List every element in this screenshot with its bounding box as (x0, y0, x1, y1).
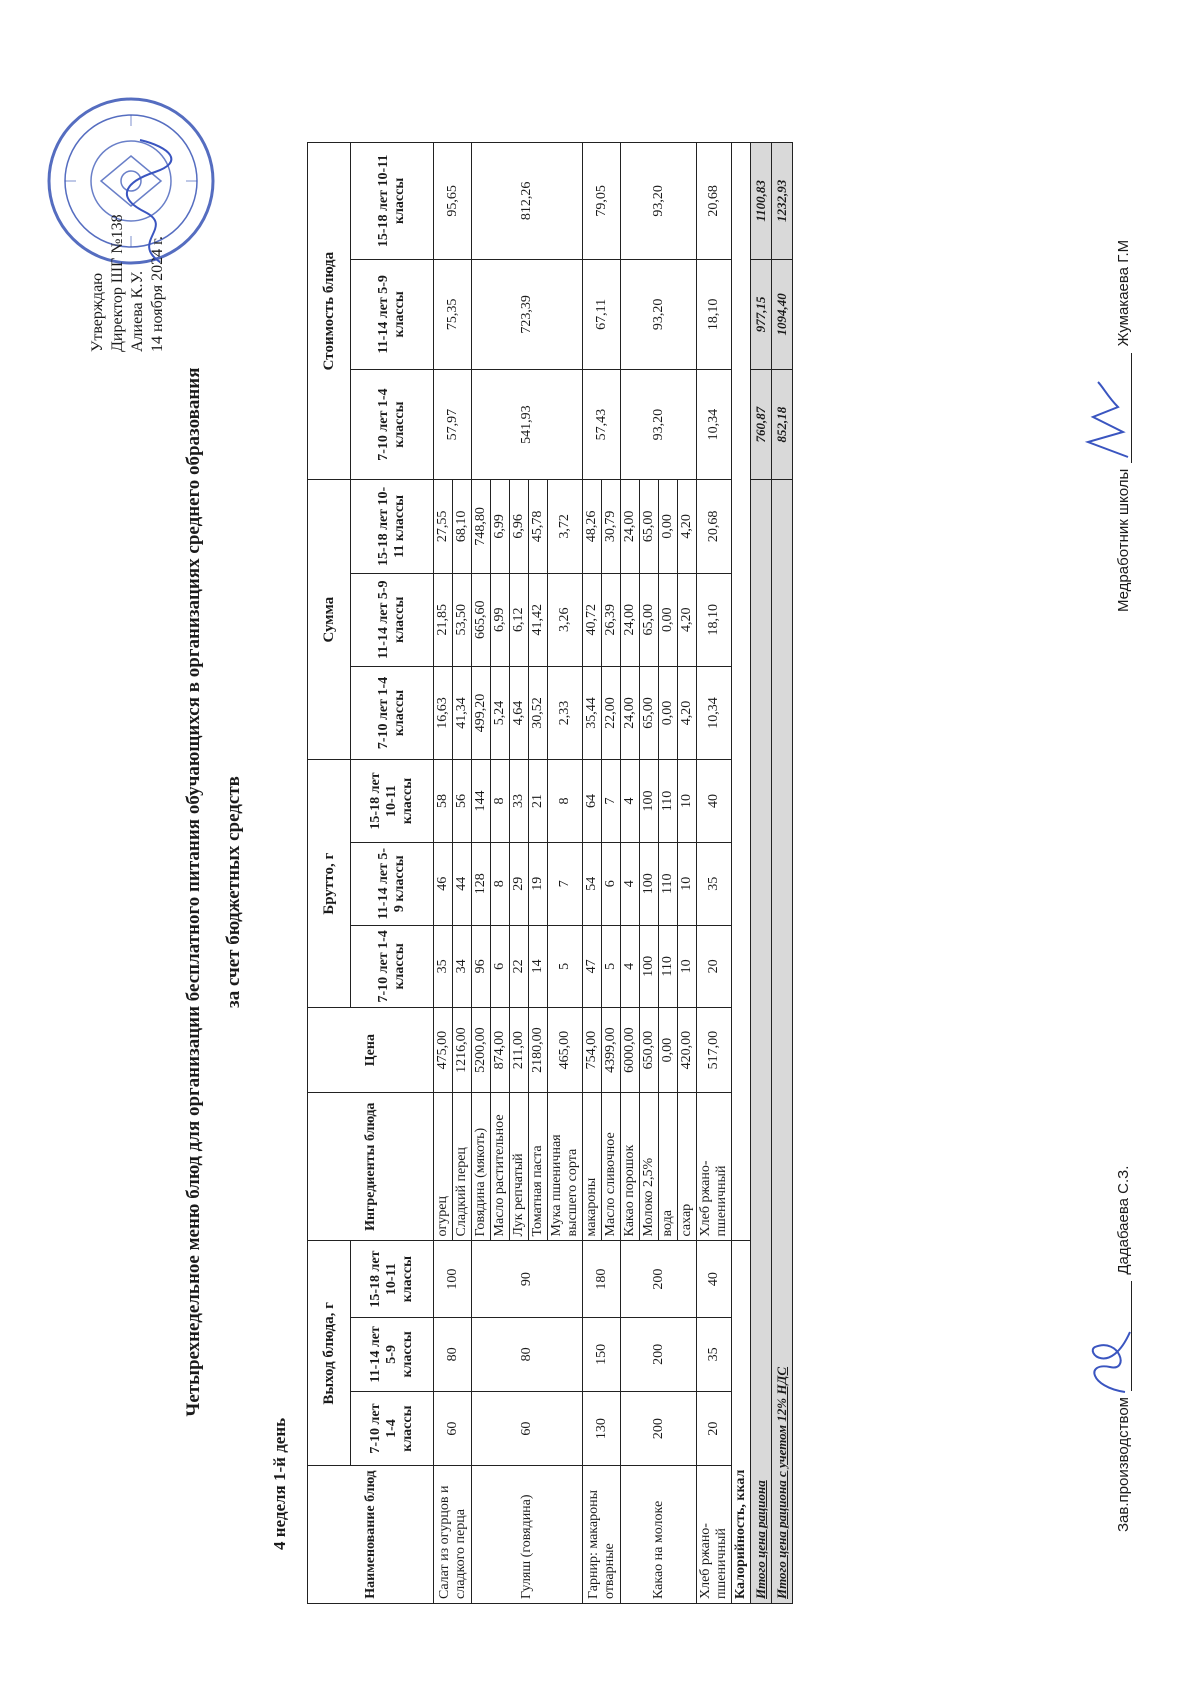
totals-value-cell: 977,15 (751, 259, 772, 369)
totals-label: Итого цена рациона (751, 480, 772, 1604)
sum-cell: 41,34 (453, 666, 472, 759)
sum-age3-header: 15-18 лет 10-11 классы (351, 480, 434, 573)
sum-cell: 27,55 (434, 480, 453, 573)
output-cell: 20 (697, 1391, 732, 1465)
sum-cell: 22,00 (602, 666, 621, 759)
sum-cell: 35,44 (583, 666, 602, 759)
price-cell: 420,00 (678, 1008, 697, 1093)
director-signature (120, 132, 180, 272)
sum-cell: 21,85 (434, 573, 453, 666)
col-output-header: Выход блюда, г (308, 1241, 351, 1466)
output-cell: 130 (583, 1391, 621, 1465)
output-cell: 200 (621, 1391, 697, 1465)
brutto-cell: 34 (453, 925, 472, 1008)
brutto-cell: 40 (697, 760, 732, 843)
sum-cell: 665,60 (472, 573, 491, 666)
ingredient-name-cell: Хлеб ржано-пшеничный (697, 1093, 732, 1241)
dish-cost-cell: 541,93 (472, 369, 583, 479)
brutto-cell: 4 (621, 760, 640, 843)
sum-cell: 24,00 (621, 480, 640, 573)
brutto-cell: 44 (453, 842, 472, 925)
brutto-cell: 7 (548, 842, 583, 925)
col-dish-header: Наименование блюд (308, 1466, 434, 1604)
brutto-cell: 96 (472, 925, 491, 1008)
brutto-cell: 22 (510, 925, 529, 1008)
dish-name-cell: Гарнир: макароны отварные (583, 1466, 621, 1604)
page-title: Четырехнедельное меню блюд для организации бесплатного питания обучающихся в организациях среднего образования (183, 367, 204, 1417)
calories-label: Калорийность, ккал (732, 1241, 751, 1604)
output-cell: 60 (434, 1391, 472, 1465)
sum-age2-header: 11-14 лет 5-9 классы (351, 573, 434, 666)
ingredient-name-cell: Масло сливочное (602, 1093, 621, 1241)
brutto-cell: 7 (602, 760, 621, 843)
ingredient-name-cell: Томатная паста (529, 1093, 548, 1241)
brutto-cell: 64 (583, 760, 602, 843)
sum-cell: 2,33 (548, 666, 583, 759)
sum-cell: 24,00 (621, 573, 640, 666)
ingredient-name-cell: Говядина (мякоть) (472, 1093, 491, 1241)
approval-position: Директор ШГ №138 (109, 214, 126, 352)
sum-cell: 68,10 (453, 480, 472, 573)
dish-cost-cell: 57,97 (434, 369, 472, 479)
output-cell: 180 (583, 1241, 621, 1317)
production-name: Дадабаева С.З. (1115, 1165, 1132, 1275)
brutto-cell: 5 (602, 925, 621, 1008)
brutto-cell: 110 (659, 842, 678, 925)
output-cell: 80 (434, 1317, 472, 1391)
brutto-cell: 21 (529, 760, 548, 843)
price-cell: 465,00 (548, 1008, 583, 1093)
output-cell: 40 (697, 1241, 732, 1317)
brutto-cell: 20 (697, 925, 732, 1008)
totals-row (751, 143, 772, 1604)
ingredient-name-cell: Какао порошок (621, 1093, 640, 1241)
sum-cell: 10,34 (697, 666, 732, 759)
output-age2-header: 11-14 лет 5-9 классы (351, 1317, 434, 1391)
brutto-cell: 4 (621, 842, 640, 925)
ingredient-name-cell: Лук репчатый (510, 1093, 529, 1241)
sum-cell: 6,12 (510, 573, 529, 666)
dish-cost-cell: 93,20 (621, 143, 697, 260)
sum-cell: 4,20 (678, 666, 697, 759)
dish-cost-cell: 93,20 (621, 259, 697, 369)
output-cell: 60 (472, 1391, 583, 1465)
menu-table (307, 142, 793, 1604)
brutto-cell: 5 (548, 925, 583, 1008)
ingredient-name-cell: Молоко 2,5% (640, 1093, 659, 1241)
col-cost-header: Стоимость блюда (308, 143, 351, 480)
brutto-cell: 35 (434, 925, 453, 1008)
sum-cell: 41,42 (529, 573, 548, 666)
brutto-cell: 100 (640, 760, 659, 843)
brutto-cell: 29 (510, 842, 529, 925)
price-cell: 4399,00 (602, 1008, 621, 1093)
col-brutto-header: Брутто, г (308, 760, 351, 1008)
sum-cell: 45,78 (529, 480, 548, 573)
sum-cell: 30,52 (529, 666, 548, 759)
sum-cell: 3,26 (548, 573, 583, 666)
approval-name: Алиева К.У. (129, 270, 146, 352)
sum-cell: 30,79 (602, 480, 621, 573)
week-day-label: 4 неделя 1-й день (270, 1417, 289, 1550)
sum-cell: 40,72 (583, 573, 602, 666)
output-age3-header: 15-18 лет 10-11 классы (351, 1241, 434, 1317)
brutto-cell: 10 (678, 925, 697, 1008)
sum-cell: 6,96 (510, 480, 529, 573)
brutto-cell: 6 (602, 842, 621, 925)
sum-cell: 65,00 (640, 480, 659, 573)
output-cell: 90 (472, 1241, 583, 1317)
brutto-cell: 100 (640, 842, 659, 925)
totals-label: Итого цена рациона с учетом 12% НДС (772, 480, 793, 1604)
approval-date: 14 ноября 2024 г. (149, 236, 166, 352)
sum-cell: 0,00 (659, 573, 678, 666)
sum-cell: 53,50 (453, 573, 472, 666)
brutto-cell: 58 (434, 760, 453, 843)
brutto-cell: 46 (434, 842, 453, 925)
ingredient-name-cell: макароны (583, 1093, 602, 1241)
totals-value-cell: 1094,40 (772, 259, 793, 369)
sum-cell: 65,00 (640, 666, 659, 759)
ingredient-name-cell: вода (659, 1093, 678, 1241)
sum-cell: 4,64 (510, 666, 529, 759)
brutto-cell: 8 (491, 760, 510, 843)
ingredient-name-cell: Масло растительное (491, 1093, 510, 1241)
dish-cost-cell: 723,39 (472, 259, 583, 369)
col-price-header: Цена (308, 1008, 434, 1093)
price-cell: 2180,00 (529, 1008, 548, 1093)
brutto-cell: 110 (659, 925, 678, 1008)
output-cell: 200 (621, 1317, 697, 1391)
cost-age2-header: 11-14 лет 5-9 классы (351, 259, 434, 369)
brutto-cell: 56 (453, 760, 472, 843)
menu-table-body (434, 143, 793, 1604)
totals-value-cell: 1232,93 (772, 143, 793, 260)
brutto-cell: 100 (640, 925, 659, 1008)
brutto-cell: 47 (583, 925, 602, 1008)
dish-name-cell: Салат из огурцов и сладкого перца (434, 1466, 472, 1604)
totals-value-cell: 760,87 (751, 369, 772, 479)
price-cell: 517,00 (697, 1008, 732, 1093)
dish-cost-cell: 79,05 (583, 143, 621, 260)
dish-cost-cell: 18,10 (697, 259, 732, 369)
dish-cost-cell: 20,68 (697, 143, 732, 260)
brutto-age3-header: 15-18 лет 10-11 классы (351, 760, 434, 843)
brutto-cell: 8 (491, 842, 510, 925)
table-row (472, 143, 491, 1604)
dish-name-cell: Гуляш (говядина) (472, 1466, 583, 1604)
medic-signature (1078, 377, 1138, 467)
ingredient-name-cell: сахар (678, 1093, 697, 1241)
col-sum-header: Сумма (308, 480, 351, 760)
price-cell: 211,00 (510, 1008, 529, 1093)
dish-cost-cell: 93,20 (621, 369, 697, 479)
calories-empty-cell (732, 143, 751, 1241)
brutto-cell: 10 (678, 842, 697, 925)
output-cell: 200 (621, 1241, 697, 1317)
dish-cost-cell: 812,26 (472, 143, 583, 260)
output-age1-header: 7-10 лет 1-4 классы (351, 1391, 434, 1465)
output-cell: 100 (434, 1241, 472, 1317)
page-subtitle: за счет бюджетных средств (223, 776, 244, 1008)
brutto-cell: 4 (621, 925, 640, 1008)
sum-cell: 499,20 (472, 666, 491, 759)
approval-title: Утверждаю (89, 272, 106, 352)
totals-value-cell: 852,18 (772, 369, 793, 479)
sum-cell: 65,00 (640, 573, 659, 666)
sum-cell: 0,00 (659, 480, 678, 573)
sum-cell: 16,63 (434, 666, 453, 759)
price-cell: 5200,00 (472, 1008, 491, 1093)
table-row (434, 143, 453, 1604)
cost-age3-header: 15-18 лет 10-11 классы (351, 143, 434, 260)
table-row (697, 143, 732, 1604)
sum-cell: 3,72 (548, 480, 583, 573)
ingredient-name-cell: огурец (434, 1093, 453, 1241)
sum-cell: 20,68 (697, 480, 732, 573)
calories-row (732, 143, 751, 1604)
brutto-cell: 19 (529, 842, 548, 925)
dish-name-cell: Какао на молоке (621, 1466, 697, 1604)
dish-name-cell: Хлеб ржано-пшеничный (697, 1466, 732, 1604)
brutto-cell: 14 (529, 925, 548, 1008)
dish-cost-cell: 75,35 (434, 259, 472, 369)
brutto-cell: 8 (548, 760, 583, 843)
sum-cell: 48,26 (583, 480, 602, 573)
brutto-cell: 35 (697, 842, 732, 925)
brutto-cell: 33 (510, 760, 529, 843)
price-cell: 874,00 (491, 1008, 510, 1093)
dish-cost-cell: 95,65 (434, 143, 472, 260)
table-row (583, 143, 602, 1604)
table-subheader-row (351, 143, 434, 1604)
price-cell: 475,00 (434, 1008, 453, 1093)
cost-age1-header: 7-10 лет 1-4 классы (351, 369, 434, 479)
sum-cell: 4,20 (678, 573, 697, 666)
price-cell: 1216,00 (453, 1008, 472, 1093)
sum-cell: 6,99 (491, 480, 510, 573)
dish-cost-cell: 10,34 (697, 369, 732, 479)
table-row (621, 143, 640, 1604)
totals-value-cell: 1100,83 (751, 143, 772, 260)
brutto-cell: 144 (472, 760, 491, 843)
production-label: Зав.производством (1115, 1397, 1132, 1532)
price-cell: 754,00 (583, 1008, 602, 1093)
medic-label: Медработник школы (1115, 468, 1132, 612)
output-cell: 150 (583, 1317, 621, 1391)
price-cell: 650,00 (640, 1008, 659, 1093)
totals-row (772, 143, 793, 1604)
brutto-cell: 6 (491, 925, 510, 1008)
sum-cell: 5,24 (491, 666, 510, 759)
medic-name: Жумакаева Г.М (1115, 239, 1132, 347)
brutto-cell: 54 (583, 842, 602, 925)
sum-cell: 6,99 (491, 573, 510, 666)
ingredient-name-cell: Сладкий перец (453, 1093, 472, 1241)
brutto-cell: 10 (678, 760, 697, 843)
sum-age1-header: 7-10 лет 1-4 классы (351, 666, 434, 759)
brutto-age1-header: 7-10 лет 1-4 классы (351, 925, 434, 1008)
output-cell: 35 (697, 1317, 732, 1391)
price-cell: 6000,00 (621, 1008, 640, 1093)
sum-cell: 18,10 (697, 573, 732, 666)
production-signature (1080, 1317, 1140, 1407)
dish-cost-cell: 67,11 (583, 259, 621, 369)
col-ingredients-header: Ингредиенты блюда (308, 1093, 434, 1241)
dish-cost-cell: 57,43 (583, 369, 621, 479)
sum-cell: 0,00 (659, 666, 678, 759)
brutto-cell: 110 (659, 760, 678, 843)
sum-cell: 24,00 (621, 666, 640, 759)
sum-cell: 4,20 (678, 480, 697, 573)
table-header-row (308, 143, 351, 1604)
output-cell: 80 (472, 1317, 583, 1391)
sum-cell: 748,80 (472, 480, 491, 573)
brutto-age2-header: 11-14 лет 5-9 классы (351, 842, 434, 925)
sum-cell: 26,39 (602, 573, 621, 666)
brutto-cell: 128 (472, 842, 491, 925)
ingredient-name-cell: Мука пшеничная высшего сорта (548, 1093, 583, 1241)
price-cell: 0,00 (659, 1008, 678, 1093)
